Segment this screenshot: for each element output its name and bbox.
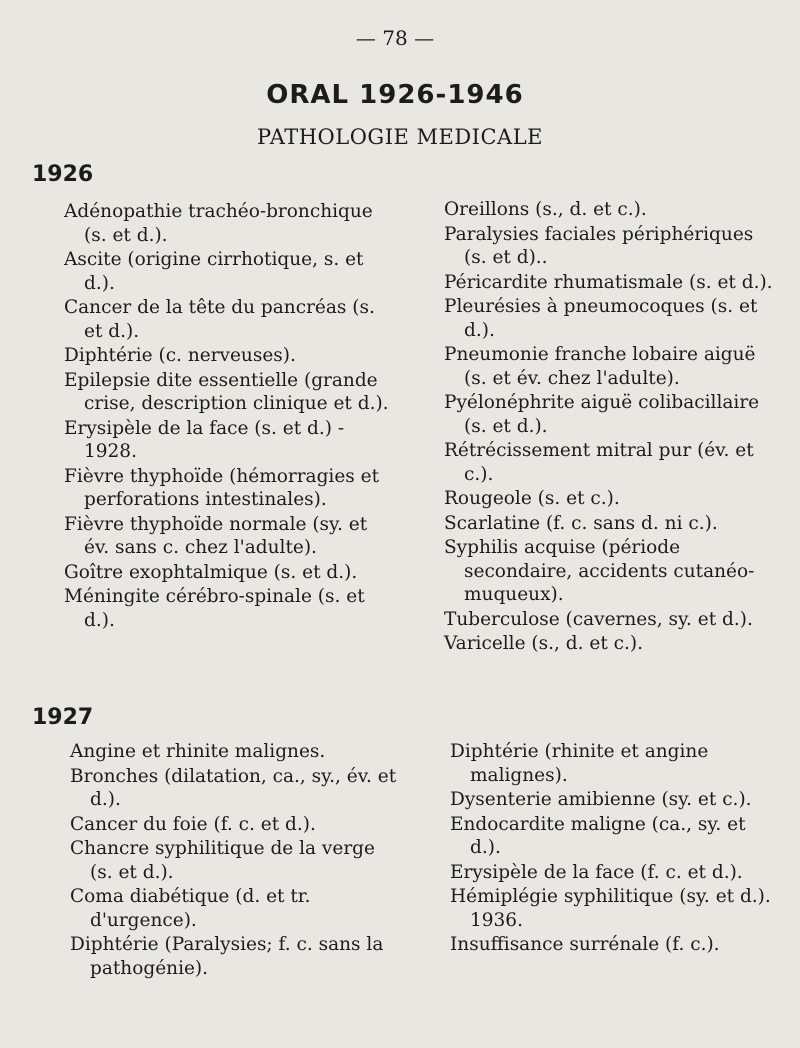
list-item: Pleurésies à pneumocoques (s. et d.). [444,296,758,341]
list-item: Erysipèle de la face (f. c. et d.). [450,861,743,883]
year-heading-1927: 1927 [32,705,94,730]
list-1927-right [450,740,780,958]
list-item: Pyélonéphrite aiguë colibacillaire (s. et d.). [444,392,760,437]
page-number: — 78 — [355,26,435,50]
list-1926-left [64,200,394,633]
list-item: Diphtérie (rhinite et angine malignes). [450,741,709,786]
list-item: Endocardite maligne (ca., sy. et d.). [450,813,746,858]
list-item: Rétrécissement mitral pur (év. et c.). [444,440,754,485]
list-item: Coma diabétique (d. et tr. d'urgence). [70,886,311,931]
list-item: Cancer du foie (f. c. et d.). [70,813,316,835]
list-item: Fièvre thyphoïde normale (sy. et év. sans c. chez l'adulte). [64,513,368,558]
list-item: Erysipèle de la face (s. et d.) - 1928. [64,417,345,462]
year-heading-1926: 1926 [32,162,94,187]
list-item: Oreillons (s., d. et c.). [444,199,647,220]
list-item: Pneumonie franche lobaire aiguë (s. et év. chez l'adulte). [444,344,756,389]
list-item: Scarlatine (f. c. sans d. ni c.). [444,512,718,534]
list-item: Chancre syphilitique de la verge (s. et d.). [70,838,375,883]
section-subtitle: PATHOLOGIE MEDICALE [257,125,543,149]
list-item: Péricardite rhumatismale (s. et d.). [444,271,773,293]
list-item: Syphilis acquise (période secondaire, accidents cutanéo-muqueux). [444,537,755,605]
list-item: Hémiplégie syphilitique (sy. et d.). 1936. [450,886,771,931]
list-item: Tuberculose (cavernes, sy. et d.). [444,608,753,630]
list-item: Goître exophtalmique (s. et d.). [64,561,358,583]
list-item: Insuffisance surrénale (f. c.). [450,934,720,955]
list-item: Diphtérie (Paralysies; f. c. sans la pathogénie). [70,934,384,979]
list-1926-right [444,198,774,657]
list-item: Ascite (origine cirrhotique, s. et d.). [64,249,364,294]
list-item: Angine et rhinite malignes. [70,741,326,762]
list-item: Diphtérie (c. nerveuses). [64,345,296,366]
list-item: Méningite cérébro-spinale (s. et d.). [64,586,365,631]
list-item: Dysenterie amibienne (sy. et c.). [450,789,752,810]
list-item: Rougeole (s. et c.). [444,488,620,509]
list-item: Varicelle (s., d. et c.). [444,633,643,654]
list-item: Cancer de la tête du pancréas (s. et d.). [64,297,375,342]
list-item: Paralysies faciales périphériques (s. et d).. [444,223,754,268]
page-title: ORAL 1926-1946 [266,80,524,110]
list-item: Bronches (dilatation, ca., sy., év. et d.). [70,765,397,810]
list-item: Fièvre thyphoïde (hémorragies et perforations intestinales). [64,465,380,510]
list-item: Epilepsie dite essentielle (grande crise, description clinique et d.). [64,369,389,414]
list-1927-left [70,740,400,981]
list-item: Adénopathie trachéo-bronchique (s. et d.). [64,201,373,246]
